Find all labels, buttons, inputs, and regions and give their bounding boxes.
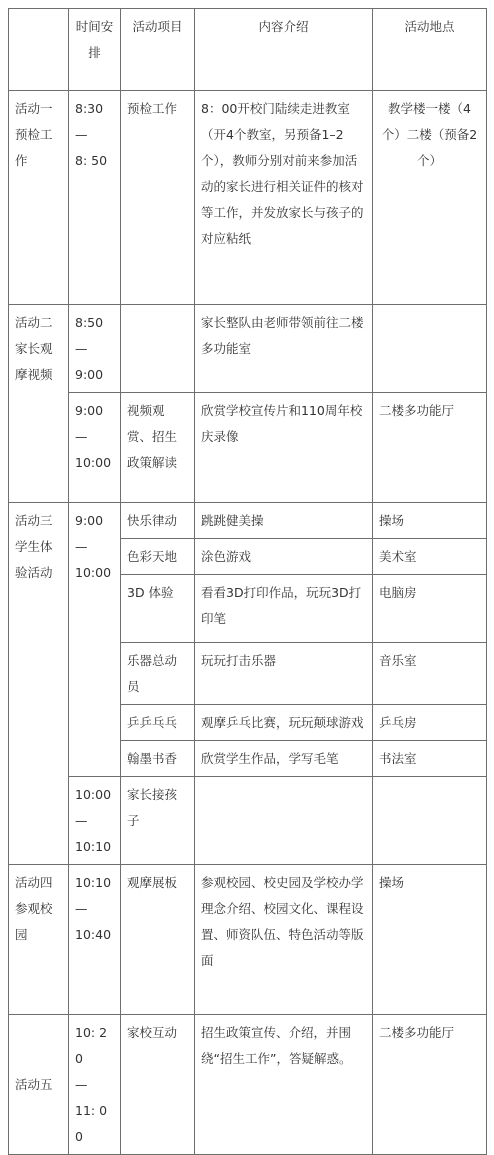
- activity-name: 活动四参观校园: [9, 865, 69, 1015]
- activity-location: [373, 305, 487, 393]
- activity-content: 跳跳健美操: [195, 503, 373, 539]
- activity-content: [195, 777, 373, 865]
- activity-location: 二楼多功能厅: [373, 1015, 487, 1155]
- activity-item: 乐器总动员: [121, 643, 195, 705]
- activity-item: 预检工作: [121, 91, 195, 305]
- activity-location: 二楼多功能厅: [373, 393, 487, 503]
- table-header-row: [9, 9, 487, 91]
- activity-item: 家长接孩子: [121, 777, 195, 865]
- time-start: 8:50: [75, 315, 104, 330]
- time-start: 9:00: [75, 513, 104, 528]
- table-row: [9, 393, 487, 503]
- activity-content: 看看3D打印作品，玩玩3D打印笔: [195, 575, 373, 643]
- activity-name: 活动五: [9, 1015, 69, 1155]
- time-cell: [69, 865, 121, 1015]
- activity-content: 欣赏学校宣传片和110周年校庆录像: [195, 393, 373, 503]
- table-row: [9, 777, 487, 865]
- time-end: 10:10: [75, 839, 112, 854]
- time-end: 8: 50: [75, 153, 108, 168]
- time-start: 8:30: [75, 101, 104, 116]
- activity-item: [121, 305, 195, 393]
- table-row: [9, 865, 487, 1015]
- activity-item: 3D 体验: [121, 575, 195, 643]
- activity-content: 观摩乒乓比赛，玩玩颠球游戏: [195, 705, 373, 741]
- activity-location: 美术室: [373, 539, 487, 575]
- activity-content: 玩玩打击乐器: [195, 643, 373, 705]
- activity-item: 色彩天地: [121, 539, 195, 575]
- time-cell: [69, 305, 121, 393]
- activity-content: 8：00开校门陆续走进教室（开4个教室，另预备1–2个），教师分别对前来参加活动的家长进行相关证件的核对等工作，并发放家长与孩子的对应粘纸: [195, 91, 373, 305]
- time-end: 9:00: [75, 367, 104, 382]
- time-separator: —: [75, 429, 88, 444]
- activity-location: 教学楼一楼（4个）二楼（预备2个）: [373, 91, 487, 305]
- activity-location: 乒乓房: [373, 705, 487, 741]
- activity-location: [373, 777, 487, 865]
- time-cell: [69, 393, 121, 503]
- time-separator: —: [75, 539, 88, 554]
- activity-content: 欣赏学生作品，学写毛笔: [195, 741, 373, 777]
- activity-item: 乒乒乓乓: [121, 705, 195, 741]
- time-end: 10:00: [75, 455, 112, 470]
- header-time: 时间安排: [69, 9, 121, 91]
- time-separator: —: [75, 901, 88, 916]
- time-start: 10:10: [75, 875, 112, 890]
- header-location: 活动地点: [373, 9, 487, 91]
- activity-content: 涂色游戏: [195, 539, 373, 575]
- activity-location: 音乐室: [373, 643, 487, 705]
- time-cell: [69, 1015, 121, 1155]
- time-separator: —: [75, 813, 88, 828]
- time-cell: [69, 503, 121, 777]
- time-end: 11: 00: [75, 1103, 108, 1144]
- time-cell: [69, 91, 121, 305]
- time-separator: —: [75, 1077, 88, 1092]
- time-cell: [69, 777, 121, 865]
- time-separator: —: [75, 127, 88, 142]
- time-end: 10:00: [75, 565, 112, 580]
- table-row: [9, 91, 487, 305]
- activity-schedule-table: [8, 8, 487, 1155]
- activity-location: 操场: [373, 865, 487, 1015]
- activity-name: 活动一预检工作: [9, 91, 69, 305]
- table-row: [9, 1015, 487, 1155]
- time-end: 10:40: [75, 927, 112, 942]
- table-row: [9, 305, 487, 393]
- activity-content: 招生政策宣传、介绍，并围绕“招生工作”，答疑解惑。: [195, 1015, 373, 1155]
- activity-location: 书法室: [373, 741, 487, 777]
- time-separator: —: [75, 341, 88, 356]
- table-row: [9, 503, 487, 539]
- header-blank-cell: [9, 9, 69, 91]
- activity-location: 操场: [373, 503, 487, 539]
- activity-item: 家校互动: [121, 1015, 195, 1155]
- header-content: 内容介绍: [195, 9, 373, 91]
- activity-item: 翰墨书香: [121, 741, 195, 777]
- activity-content: 家长整队由老师带领前往二楼多功能室: [195, 305, 373, 393]
- activity-content: 参观校园、校史园及学校办学理念介绍、校园文化、课程设置、师资队伍、特色活动等版面: [195, 865, 373, 1015]
- time-start: 9:00: [75, 403, 104, 418]
- time-start: 10: 20: [75, 1025, 108, 1066]
- activity-item: 快乐律动: [121, 503, 195, 539]
- activity-item: 视频观赏、招生政策解读: [121, 393, 195, 503]
- activity-name: 活动三学生体验活动: [9, 503, 69, 865]
- activity-location: 电脑房: [373, 575, 487, 643]
- header-item: 活动项目: [121, 9, 195, 91]
- activity-name: 活动二家长观摩视频: [9, 305, 69, 503]
- time-start: 10:00: [75, 787, 112, 802]
- activity-item: 观摩展板: [121, 865, 195, 1015]
